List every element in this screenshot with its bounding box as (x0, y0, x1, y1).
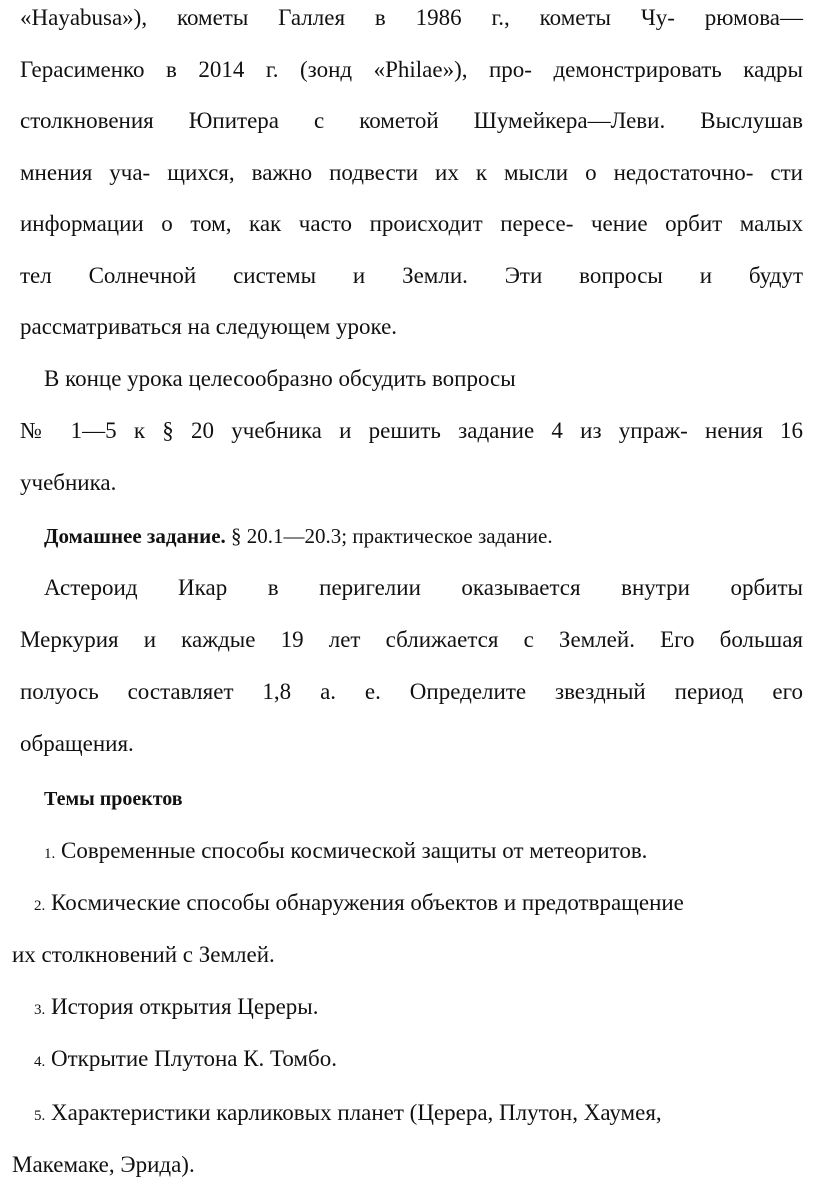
project-item-5 (34, 1098, 662, 1131)
homework-label: Домашнее задание. (44, 524, 226, 548)
paragraph-1-line-7: рассматриваться на следующем уроке. (20, 314, 398, 339)
project-item-5-number: 5. (34, 1108, 46, 1124)
paragraph-3-line-2: Меркурия и каждые 19 лет сближается с Землей. Его большая (20, 627, 803, 652)
project-item-3-number: 3. (34, 1002, 46, 1018)
paragraph-1-line-6: тел Солнечной системы и Земли. Эти вопросы и будут (20, 263, 803, 288)
project-item-2-continuation: их столкновений с Землей. (12, 942, 275, 967)
paragraph-3-line-4: обращения. (20, 731, 134, 756)
project-item-1-text: Современные способы космической защиты от метеоритов. (61, 838, 648, 863)
project-item-4 (34, 1044, 337, 1077)
paragraph-1-line-3: столкновения Юпитера с кометой Шумейкера—Леви. Выслушав (20, 108, 803, 133)
project-item-3 (34, 992, 319, 1025)
homework-line (44, 521, 553, 551)
project-item-1 (44, 836, 647, 869)
project-item-5-text: Характеристики карликовых планет (Церера, Плутон, Хаумея, (51, 1100, 662, 1125)
paragraph-1-line-1: «Hayabusa»), кометы Галлея в 1986 г., кометы Чу- рюмова— (20, 5, 803, 30)
paragraph-2-line-1: В конце урока целесообразно обсудить вопросы (44, 366, 516, 391)
project-item-2-number: 2. (34, 898, 46, 914)
paragraph-3-line-1: Астероид Икар в перигелии оказывается внутри орбиты (44, 575, 803, 600)
paragraph-1-line-5: информации о том, как часто происходит пересе- чение орбит малых (20, 211, 803, 236)
project-item-3-text: История открытия Цереры. (51, 994, 319, 1019)
homework-text: § 20.1—20.3; практическое задание. (225, 524, 553, 548)
project-item-5-continuation: Макемаке, Эрида). (12, 1152, 195, 1177)
projects-heading: Темы проектов (44, 788, 183, 810)
project-item-4-text: Открытие Плутона К. Томбо. (51, 1046, 337, 1071)
paragraph-1-line-2: Герасименко в 2014 г. (зонд «Philae»), про- демонстрировать кадры (20, 57, 803, 82)
project-item-2 (34, 888, 684, 921)
project-item-4-number: 4. (34, 1054, 46, 1070)
paragraph-2-line-3: учебника. (20, 470, 117, 495)
project-item-1-number: 1. (44, 846, 56, 862)
paragraph-2-line-2: № 1—5 к § 20 учебника и решить задание 4 из упраж- нения 16 (20, 418, 803, 443)
paragraph-1-line-4: мнения уча- щихся, важно подвести их к мысли о недостаточно- сти (20, 160, 803, 185)
paragraph-3-line-3: полуось составляет 1,8 а. е. Определите звездный период его (20, 679, 803, 704)
project-item-2-text: Космические способы обнаружения объектов и предотвращение (51, 890, 684, 915)
